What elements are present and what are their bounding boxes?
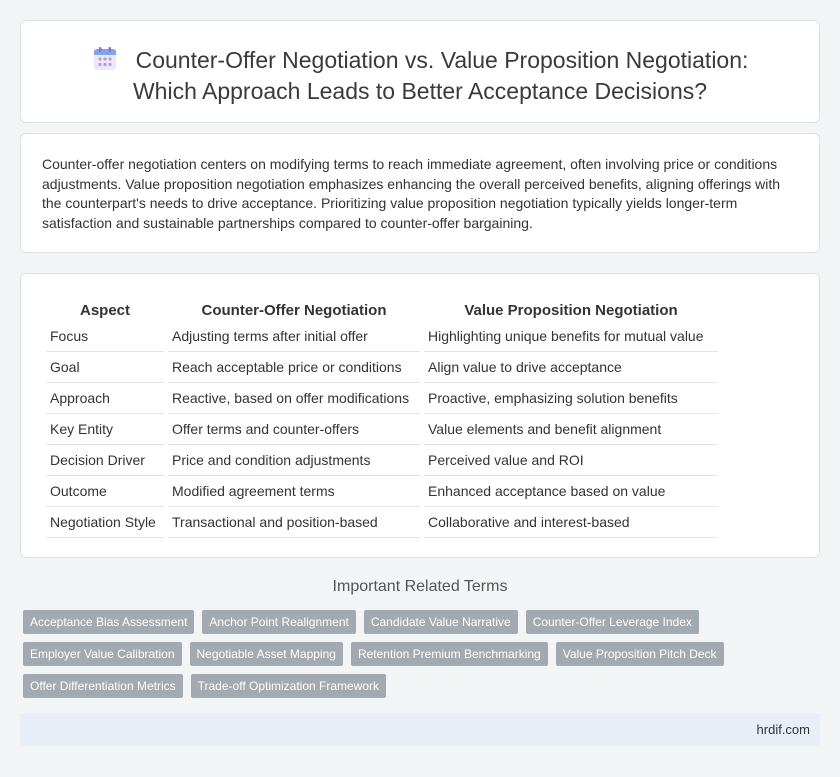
comparison-card xyxy=(20,273,820,558)
comparison-table xyxy=(42,295,722,538)
table-row xyxy=(46,507,718,538)
row-value-proposition: Proactive, emphasizing solution benefits xyxy=(424,383,718,414)
row-counter-offer: Transactional and position-based xyxy=(168,507,420,538)
row-value-proposition: Align value to drive acceptance xyxy=(424,352,718,383)
table-header-row xyxy=(46,295,718,321)
related-term-tag[interactable]: Offer Differentiation Metrics xyxy=(23,674,183,698)
header-aspect: Aspect xyxy=(79,302,131,319)
related-terms-title: Important Related Terms xyxy=(332,578,508,595)
row-counter-offer: Modified agreement terms xyxy=(168,476,420,507)
row-value-proposition: Enhanced acceptance based on value xyxy=(424,476,718,507)
related-term-tag[interactable]: Acceptance Bias Assessment xyxy=(23,610,194,634)
row-aspect: Focus xyxy=(46,321,164,352)
calendar-icon xyxy=(92,46,118,72)
row-aspect: Negotiation Style xyxy=(46,507,164,538)
related-term-tag[interactable]: Retention Premium Benchmarking xyxy=(351,642,548,666)
row-aspect: Key Entity xyxy=(46,414,164,445)
table-row xyxy=(46,445,718,476)
row-counter-offer: Reach acceptable price or conditions xyxy=(168,352,420,383)
related-term-tag[interactable]: Anchor Point Realignment xyxy=(202,610,355,634)
row-aspect: Goal xyxy=(46,352,164,383)
row-aspect: Decision Driver xyxy=(46,445,164,476)
related-terms-list xyxy=(23,610,813,698)
table-row xyxy=(46,476,718,507)
row-counter-offer: Adjusting terms after initial offer xyxy=(168,321,420,352)
row-value-proposition: Collaborative and interest-based xyxy=(424,507,718,538)
row-value-proposition: Perceived value and ROI xyxy=(424,445,718,476)
title-card xyxy=(20,20,820,123)
related-term-tag[interactable]: Employer Value Calibration xyxy=(23,642,182,666)
title-line-1: Counter-Offer Negotiation vs. Value Proposition Negotiation: xyxy=(135,47,749,73)
related-term-tag[interactable]: Negotiable Asset Mapping xyxy=(190,642,343,666)
footer xyxy=(20,713,820,746)
related-term-tag[interactable]: Trade-off Optimization Framework xyxy=(191,674,386,698)
summary-card xyxy=(20,133,820,253)
table-row xyxy=(46,414,718,445)
row-value-proposition: Highlighting unique benefits for mutual value xyxy=(424,321,718,352)
related-term-tag[interactable]: Value Proposition Pitch Deck xyxy=(556,642,724,666)
summary-text: Counter-offer negotiation centers on modifying terms to reach immediate agreement, often involving price or conditions adjustments. Value proposition negotiation emphasizes enhancing the overall perceived benefits, aligning offerings with the counterpart's needs to drive acceptance. Prioritizing value proposition negotiation typically yields longer-term satisfaction and sustainable partnerships compared to counter-offer bargaining. xyxy=(42,156,781,231)
table-row xyxy=(46,321,718,352)
page-title xyxy=(21,45,819,107)
title-line-2: Which Approach Leads to Better Acceptance Decisions? xyxy=(132,78,708,104)
table-row xyxy=(46,352,718,383)
table-row xyxy=(46,383,718,414)
row-counter-offer: Offer terms and counter-offers xyxy=(168,414,420,445)
row-counter-offer: Price and condition adjustments xyxy=(168,445,420,476)
row-value-proposition: Value elements and benefit alignment xyxy=(424,414,718,445)
row-counter-offer: Reactive, based on offer modifications xyxy=(168,383,420,414)
related-term-tag[interactable]: Candidate Value Narrative xyxy=(364,610,518,634)
footer-site-link[interactable]: hrdif.com xyxy=(756,722,810,737)
row-aspect: Approach xyxy=(46,383,164,414)
header-value-proposition: Value Proposition Negotiation xyxy=(464,302,678,319)
related-term-tag[interactable]: Counter-Offer Leverage Index xyxy=(526,610,699,634)
header-counter-offer: Counter-Offer Negotiation xyxy=(201,302,387,319)
row-aspect: Outcome xyxy=(46,476,164,507)
